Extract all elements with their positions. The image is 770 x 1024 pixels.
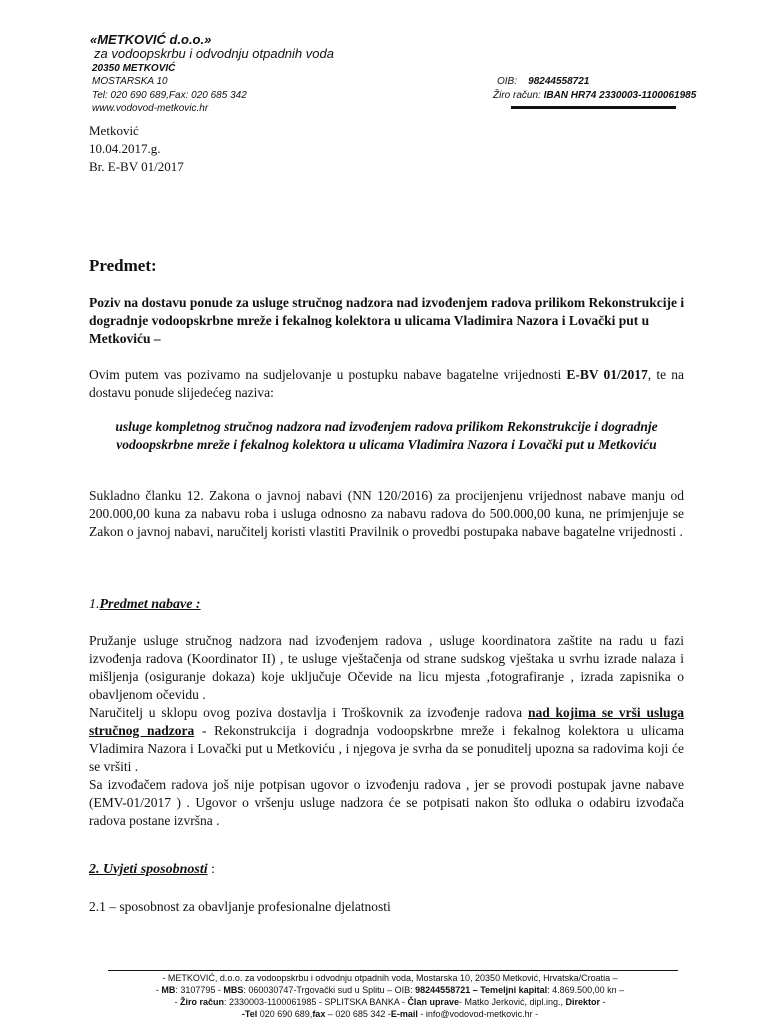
footer-line-4 [80, 1008, 700, 1020]
section1-paragraph-1: Pružanje usluge stručnog nadzora nad izvođenjem radova , usluge koordinatora zaštite na radu u fazi izvođenja radova (Koordinator II) , te usluge vještačenja od strane sudskog vještaka u svrhu izrade nalaza i mišljenja (osiguranje dokaza) koje uključuje Očevide na licu mjesta ,fotografiranje , izrada zapisnika o obavljenom očevidu . [89, 633, 684, 702]
footer-ziro-value: : 2330003-1100061985 - SPLITSKA BANKA - [223, 997, 408, 1007]
intro-paragraph [89, 366, 684, 402]
subject-text: Poziv na dostavu ponude za usluge stručnog nadzora nad izvođenjem radova prilikom Rekonstrukcije i dogradnje vodoopskrbne mreže i fekalnog kolektora u ulicama Vladimira Nazora i Lovački put u Metkoviću – [89, 295, 685, 346]
company-street: MOSTARSKA 10 [92, 76, 168, 87]
footer-rule [108, 970, 678, 971]
section2-suffix: : [207, 862, 216, 877]
section2-heading [89, 862, 215, 878]
section1-heading [89, 597, 201, 613]
company-zip-city: 20350 METKOVIĆ [92, 63, 176, 74]
intro-text-after: , te na dostavu ponude slijedećeg naziva: [89, 367, 684, 400]
header-oib [497, 76, 589, 87]
oib-value: 98244558721 [528, 76, 590, 87]
section1-paragraph-3: Sa izvođačem radova još nije potpisan ugovor o izvođenju radova , jer se provodi postupak javne nabave (EMV-01/2017 ) . Ugovor o vršenju usluge nadzora će se potpisati nakon što odluka o odabiru izvođača radova postane izvršna . [89, 777, 684, 828]
footer-line-1: - METKOVIĆ, d.o.o. za vodoopskrbu i odvodnju otpadnih voda, Mostarska 10, 20350 Metković, Hrvatska/Croatia – [162, 973, 618, 983]
company-tel-fax: Tel: 020 690 689,Fax: 020 685 342 [92, 90, 247, 101]
header-rule [511, 106, 676, 109]
oib-label: OIB: [497, 76, 518, 87]
company-name: «METKOVIĆ d.o.o.» [90, 32, 212, 47]
legal-paragraph: Sukladno članku 12. Zakona o javnoj nabavi (NN 120/2016) za procijenjenu vrijednost nabave manju od 200.000,00 kuna za nabavu roba i usluga odnosno za nabavu radova do 500.000,00 kuna, ne primjenjuje se Zakon o javnoj nabavi, naručitelj koristi vlastiti Pravilnik o provedbi postupaka nabave bagatelne vrijednosti . [89, 488, 684, 539]
service-title: usluge kompletnog stručnog nadzora nad izvođenjem radova prilikom Rekonstrukcije i dogradnje vodoopskrbne mreže i fekalnog kolektora u ulicama Vladimira Nazora i Lovački put u Metkoviću [115, 419, 658, 452]
footer-tel-label: -Tel [241, 1009, 258, 1019]
section1-number: 1. [89, 597, 100, 612]
intro-code: E-BV 01/2017 [566, 367, 648, 382]
footer-fax-label: fax [312, 1009, 326, 1019]
footer-fax-value: – 020 685 342 - [325, 1009, 391, 1019]
section1-p2-after: - Rekonstrukcija i dogradnja vodoopskrbne mreže i fekalnog kolektora u ulicama Vladimira Nazora i Lovački put u Metkoviću , i njegova je svrha da se ponuditelj upozna sa radovima koji će se vršiti . [89, 723, 684, 774]
ziro-value: IBAN HR74 2330003-1100061985 [543, 90, 697, 101]
footer [80, 972, 700, 1020]
footer-capital-value: : 4.869.500,00 kn – [547, 985, 625, 995]
section1-title: Predmet nabave : [99, 597, 201, 612]
footer-mbs-label: MBS [223, 985, 244, 995]
footer-board-value: - Matko Jerković, dipl.ing., [458, 997, 566, 1007]
footer-mbs-value: : 060030747-Trgovački sud u Splitu – OIB: [243, 985, 416, 995]
footer-capital-label: – Temeljni kapital [470, 985, 548, 995]
header-ziro [493, 90, 696, 101]
section2-item: 2.1 – sposobnost za obavljanje profesionalne djelatnosti [89, 899, 391, 914]
footer-board-label: Član uprave [407, 997, 459, 1007]
intro-text-before: Ovim putem vas pozivamo na sudjelovanje u postupku nabave bagatelne vrijednosti [89, 367, 567, 382]
footer-ziro-label: Žiro račun [179, 997, 224, 1007]
section1-paragraph-2 [89, 704, 684, 776]
footer-email-value: - info@vodovod-metkovic.hr - [417, 1009, 539, 1019]
footer-mb-value: : 3107795 - [175, 985, 224, 995]
footer-director: Direktor [565, 997, 601, 1007]
section1-p2-bold: nad kojima se vrši usluga stručnog nadzora [89, 705, 685, 738]
letter-date: 10.04.2017.g. [89, 141, 161, 156]
letter-city: Metković [89, 123, 139, 138]
ziro-label: Žiro račun: [493, 90, 541, 101]
footer-line-3: - Žiro račun: 2330003-1100061985 - SPLITSKA BANKA - Član uprave- Matko Jerković, dipl.ing., Direktor - [174, 997, 606, 1007]
footer-tel-value: 020 690 689, [257, 1009, 313, 1019]
footer-email-label: E-mail [390, 1009, 418, 1019]
company-subtitle: za vodoopskrbu i odvodnju otpadnih voda [94, 46, 334, 61]
footer-oib: 98244558721 [415, 985, 471, 995]
footer-line-2: - MB: 3107795 - MBS: 060030747-Trgovački sud u Splitu – OIB: 98244558721 – Temeljni kapital: 4.869.500,00 kn – [155, 985, 625, 995]
section2-title: 2. Uvjeti sposobnosti [89, 862, 208, 877]
company-website: www.vodovod-metkovic.hr [92, 103, 209, 114]
footer-mb-label: MB [161, 985, 176, 995]
letter-reference: Br. E-BV 01/2017 [89, 159, 184, 174]
section1-p2-before: Naručitelj u sklopu ovog poziva dostavlja i Troškovnik za izvođenje radova [89, 705, 528, 720]
subject-heading: Predmet: [89, 256, 157, 275]
